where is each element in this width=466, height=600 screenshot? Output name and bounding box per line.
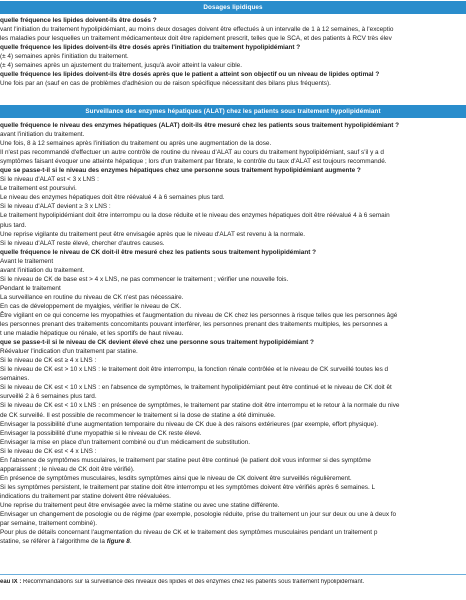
- text-line: En cas de développement de myalgies, vérifier le niveau de CK.: [0, 302, 182, 310]
- text-line: Si le niveau de CK est > 10 x LNS : le traitement doit être interrompu, la fonction rénale contrôlée et le niveau de CK surveillé toutes les d: [0, 366, 389, 374]
- text-line: Il n'est pas recommandé d'effectuer un autre contrôle de routine du niveau d'ALAT au cours du traitement hypolipidémiant, sauf s'il y a d: [0, 149, 384, 157]
- section-body-liver-enzymes: [0, 121, 466, 546]
- text-line: Avant le traitement: [0, 257, 54, 265]
- table-caption: [0, 579, 466, 585]
- section-title-lipid-dosing: [0, 1, 466, 14]
- text-line: Si le niveau de CK de base est > 4 x LNS, ne pas commencer le traitement ; vérifier une nouvelle fois.: [0, 275, 289, 283]
- text-line: (± 4) semaines après un ajustement du traitement, jusqu'à avoir atteint la valeur cible.: [0, 62, 243, 70]
- text-line: t une maladie hépatique ou rénale, et les sportifs de haut niveau.: [0, 330, 184, 338]
- text-line: avant l'initiation du traitement.: [0, 266, 85, 274]
- text-line: de CK surveillé. Il est possible de recommencer le traitement si la dose de statine a été diminuée.: [0, 411, 276, 419]
- text-line: symptômes faisant évoquer une atteinte hépatique ; lors d'un traitement par fibrate, le contrôle du taux d'ALAT est toujours recommandé.: [0, 158, 387, 166]
- text-line: Si le niveau d'ALAT devient ≥ 3 x LNS :: [0, 203, 111, 211]
- text-line: Si le niveau de CK est ≥ 4 x LNS :: [0, 357, 97, 365]
- text-line: plus tard.: [0, 221, 27, 229]
- text-line: vant l'initiation du traitement hypolipidémiant, au moins deux dosages doivent être effectués à un intervalle de 1 à 12 semaines, à l'exceptio: [0, 26, 394, 34]
- table-bottom-rule: [0, 574, 466, 575]
- question-line: quelle fréquence le niveau de CK doit-il être mesuré chez les patients sous traitement hypolipidémiant ?: [0, 248, 317, 256]
- section-body-lipid-dosing: [0, 16, 466, 88]
- text-line: En présence de symptômes musculaires, lesdits symptômes ainsi que le niveau de CK doivent être surveillés régulièrement.: [0, 474, 352, 482]
- text-line: Si le niveau d'ALAT est < 3 x LNS :: [0, 176, 99, 184]
- text-line: Envisager la possibilité d'une myopathie si le niveau de CK reste élevé.: [0, 429, 202, 437]
- text-line: Une fois par an (sauf en cas de problèmes d'adhésion ou de raison spécifique nécessitant des bilans plus fréquents).: [0, 80, 331, 88]
- text-line: avant l'initiation du traitement.: [0, 131, 85, 139]
- caption-text: Recommandations sur la surveillance des niveaux des lipides et des enzymes chez les patients sous traitement hypolipidémiant.: [21, 579, 365, 585]
- text-line: les personnes prenant des traitements concomitants pouvant interférer, les personnes prenant des traitements multiples, les personnes a: [0, 321, 388, 329]
- question-line: quelle fréquence les lipides doivent-ils être dosés après l'initiation du traitement hypolipidémiant ?: [0, 44, 301, 52]
- text-line: Le niveau des enzymes hépatiques doit être réévalué 4 à 6 semaines plus tard.: [0, 194, 225, 202]
- question-line: quelle fréquence les lipides doivent-ils être dosés ?: [0, 17, 157, 24]
- text-line: apparaissent ; le niveau de CK doit être vérifié).: [0, 465, 135, 473]
- text-line: Une reprise vigilante du traitement peut être envisagée après que le niveau d'ALAT est revenu à la normale.: [0, 230, 306, 238]
- figure-reference-link[interactable]: figure 8: [106, 538, 130, 546]
- text-line: Si le niveau de CK est < 10 x LNS : en présence de symptômes, le traitement par statine doit être interrompu et le retour à la normale du nive: [0, 402, 400, 410]
- text-line: Pour plus de détails concernant l'augmentation du niveau de CK et le traitement des symptômes musculaires pendant un traitement p: [0, 529, 378, 537]
- text-line: Envisager la mise en place d'un traitement combiné ou d'un médicament de substitution.: [0, 438, 251, 446]
- text-line: Envisager la possibilité d'une augmentation temporaire du niveau de CK due à des raisons extérieures (par exemple, effort physique).: [0, 420, 379, 428]
- text-line: statine, se référer à l'algorithme de la figure 8.: [0, 538, 132, 546]
- text-line: Le traitement hypolipidémiant doit être interrompu ou la dose réduite et le niveau des enzymes hépatiques doit être réévalué 4 à 6 semain: [0, 212, 390, 220]
- text-line: (± 4) semaines après l'initiation du traitement.: [0, 53, 129, 61]
- section-title-text: Dosages lipidiques: [203, 4, 263, 11]
- figure-reference-suffix: .: [129, 538, 132, 546]
- text-line: Une reprise du traitement peut être envisagée avec la même statine ou avec une statine différente.: [0, 501, 280, 509]
- text-line: surveillé 2 à 6 semaines plus tard.: [0, 393, 97, 401]
- text-line: Si le niveau d'ALAT reste élevé, chercher d'autres causes.: [0, 239, 165, 247]
- text-line: Le traitement est poursuivi.: [0, 185, 77, 193]
- text-line: semaines.: [0, 375, 30, 383]
- text-line: Réévaluer l'indication d'un traitement par statine.: [0, 348, 138, 356]
- question-line: quelle fréquence le niveau des enzymes hépatiques (ALAT) doit-ils être mesuré chez les patients sous traitement hypolipidémiant ?: [0, 122, 400, 129]
- question-line: quelle fréquence les lipides doivent-ils être dosés après que le patient a atteint son objectif ou un niveau de lipides optimal ?: [0, 71, 380, 79]
- text-line: Pendant le traitement: [0, 284, 61, 292]
- text-line: Si le niveau de CK est < 10 x LNS : en l'absence de symptômes, le traitement hypolipidémiant peut être continué et le niveau de CK doit êt: [0, 384, 392, 392]
- text-line: Si les symptômes persistent, le traitement par statine doit être interrompu et les symptômes doivent être vérifiés après 6 semaines. L: [0, 483, 376, 491]
- caption-label: eau IX :: [0, 579, 22, 585]
- text-line: La surveillance en routine du niveau de CK n'est pas nécessaire.: [0, 293, 184, 301]
- text-line: indications du traitement par statine doivent être réévaluées.: [0, 492, 171, 500]
- section-title-liver-enzymes: [0, 105, 466, 118]
- text-line: Envisager un changement de posologie ou de régime (par exemple, posologie réduite, prise du traitement un jour sur deux ou une à deux fo: [0, 511, 397, 519]
- text-line: Si le niveau de CK est < 4 x LNS :: [0, 447, 97, 455]
- question-line: que se passe-t-il si le niveau des enzymes hépatiques chez une personne sous traitement hypolipidémiant augmente ?: [0, 167, 361, 175]
- question-line: que se passe-t-il si le niveau de CK devient élevé chez une personne sous traitement hypolipidémiant ?: [0, 339, 314, 347]
- text-line: les maladies pour lesquelles un traitement médicamenteux doit être rapidement prescrit, telles que le SCA, et des patients à RCV très élev: [0, 35, 392, 43]
- text-line: Une fois, 8 à 12 semaines après l'initiation du traitement ou après une augmentation de la dose.: [0, 140, 272, 148]
- text-line: Être vigilant en ce qui concerne les myopathies et l'augmentation du niveau de CK chez les personnes à risque telles que les personnes âgé: [0, 311, 398, 319]
- text-line: En l'absence de symptômes musculaires, le traitement par statine peut être continué (le patient doit vous informer si des symptôme: [0, 456, 371, 464]
- text-line: par semaine, traitement combiné).: [0, 520, 97, 528]
- section-title-text: Surveillance des enzymes hépatiques (ALAT) chez les patients sous traitement hypolipidémiant: [85, 108, 381, 115]
